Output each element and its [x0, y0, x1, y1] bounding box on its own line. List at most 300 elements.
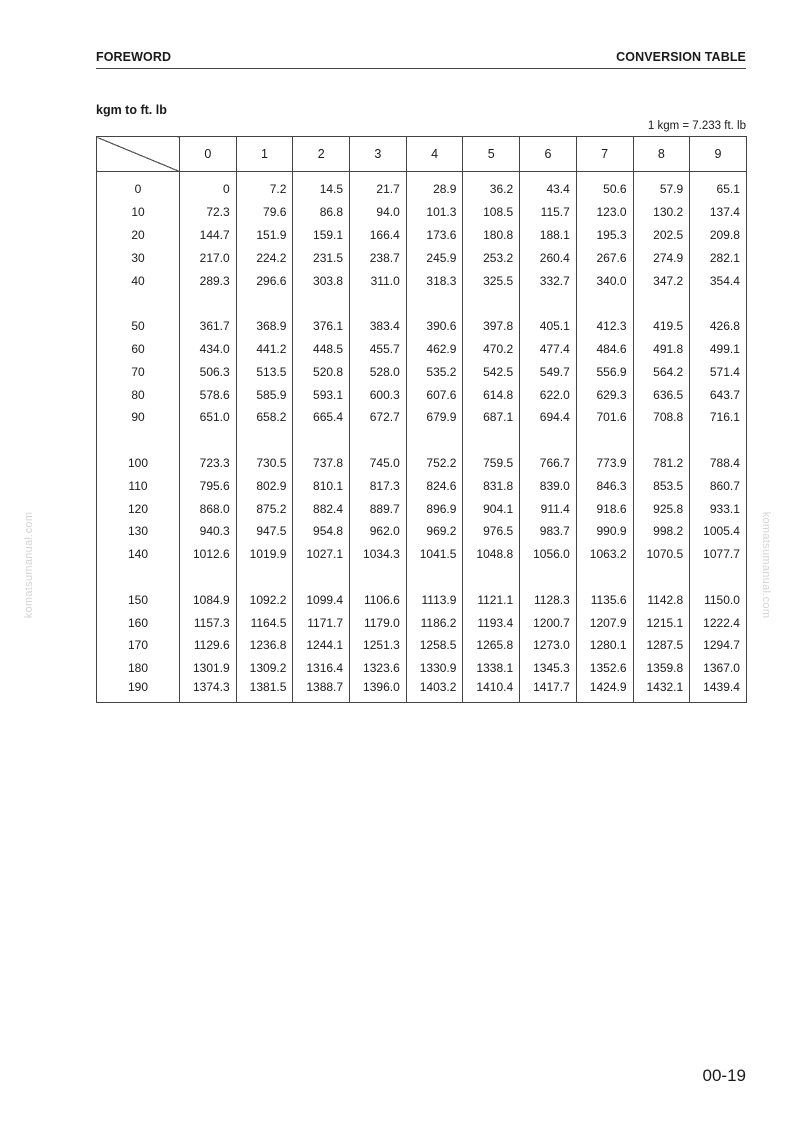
table-cell: 882.4 — [293, 497, 350, 520]
table-cell: 889.7 — [350, 497, 407, 520]
table-cell: 1301.9 — [180, 657, 237, 680]
table-cell: 1352.6 — [576, 657, 633, 680]
table-cell: 484.6 — [576, 338, 633, 361]
table-cell: 1359.8 — [633, 657, 690, 680]
table-cell: 687.1 — [463, 406, 520, 429]
table-cell: 267.6 — [576, 246, 633, 269]
table-cell: 1200.7 — [520, 611, 577, 634]
table-cell: 340.0 — [576, 269, 633, 292]
table-cell: 1396.0 — [350, 680, 407, 703]
table-cell: 43.4 — [520, 172, 577, 201]
table-cell: 716.1 — [690, 406, 747, 429]
table-cell: 745.0 — [350, 452, 407, 475]
table-row — [97, 588, 747, 611]
table-cell: 245.9 — [406, 246, 463, 269]
table-cell: 766.7 — [520, 452, 577, 475]
table-row — [97, 520, 747, 543]
table-cell: 462.9 — [406, 338, 463, 361]
table-cell: 564.2 — [633, 360, 690, 383]
table-cell: 940.3 — [180, 520, 237, 543]
table-cell: 520.8 — [293, 360, 350, 383]
table-cell: 918.6 — [576, 497, 633, 520]
conversion-factor-note: 1 kgm = 7.233 ft. lb — [647, 120, 746, 132]
table-cell: 231.5 — [293, 246, 350, 269]
spacer-cell — [463, 566, 520, 589]
table-cell: 1244.1 — [293, 634, 350, 657]
table-row — [97, 338, 747, 361]
table-cell: 65.1 — [690, 172, 747, 201]
row-header: 0 — [97, 172, 180, 201]
table-cell: 173.6 — [406, 224, 463, 247]
table-cell: 209.8 — [690, 224, 747, 247]
table-cell: 1265.8 — [463, 634, 520, 657]
table-cell: 180.8 — [463, 224, 520, 247]
spacer-cell — [463, 429, 520, 452]
table-cell: 976.5 — [463, 520, 520, 543]
spacer-cell — [633, 429, 690, 452]
table-cell: 426.8 — [690, 315, 747, 338]
group-spacer-row — [97, 566, 747, 589]
table-header — [97, 137, 747, 172]
table-cell: 94.0 — [350, 201, 407, 224]
table-cell: 1077.7 — [690, 543, 747, 566]
table-cell: 1345.3 — [520, 657, 577, 680]
table-cell: 708.8 — [633, 406, 690, 429]
table-cell: 21.7 — [350, 172, 407, 201]
table-cell: 1287.5 — [633, 634, 690, 657]
table-cell: 549.7 — [520, 360, 577, 383]
spacer-cell — [97, 429, 180, 452]
table-cell: 831.8 — [463, 474, 520, 497]
table-row — [97, 383, 747, 406]
table-cell: 397.8 — [463, 315, 520, 338]
table-cell: 1084.9 — [180, 588, 237, 611]
table-cell: 1034.3 — [350, 543, 407, 566]
table-cell: 224.2 — [236, 246, 293, 269]
spacer-cell — [350, 292, 407, 315]
table-cell: 151.9 — [236, 224, 293, 247]
table-cell: 368.9 — [236, 315, 293, 338]
spacer-cell — [406, 292, 463, 315]
table-cell: 405.1 — [520, 315, 577, 338]
table-cell: 571.4 — [690, 360, 747, 383]
table-cell: 1135.6 — [576, 588, 633, 611]
table-row — [97, 406, 747, 429]
table-cell: 810.1 — [293, 474, 350, 497]
table-row — [97, 246, 747, 269]
table-cell: 773.9 — [576, 452, 633, 475]
row-header: 100 — [97, 452, 180, 475]
table-cell: 195.3 — [576, 224, 633, 247]
group-spacer-row — [97, 292, 747, 315]
table-cell: 325.5 — [463, 269, 520, 292]
row-header: 10 — [97, 201, 180, 224]
table-cell: 622.0 — [520, 383, 577, 406]
table-cell: 28.9 — [406, 172, 463, 201]
table-cell: 1403.2 — [406, 680, 463, 703]
table-cell: 556.9 — [576, 360, 633, 383]
spacer-cell — [406, 566, 463, 589]
conversion-table — [96, 136, 747, 703]
table-cell: 802.9 — [236, 474, 293, 497]
table-cell: 217.0 — [180, 246, 237, 269]
table-cell: 202.5 — [633, 224, 690, 247]
column-header: 1 — [236, 137, 293, 172]
row-header: 20 — [97, 224, 180, 247]
page-number: 00-19 — [702, 1066, 746, 1085]
table-cell: 1186.2 — [406, 611, 463, 634]
table-cell: 491.8 — [633, 338, 690, 361]
table-cell: 737.8 — [293, 452, 350, 475]
table-cell: 824.6 — [406, 474, 463, 497]
table-cell: 600.3 — [350, 383, 407, 406]
table-row — [97, 224, 747, 247]
table-cell: 896.9 — [406, 497, 463, 520]
table-cell: 868.0 — [180, 497, 237, 520]
table-cell: 108.5 — [463, 201, 520, 224]
spacer-cell — [520, 429, 577, 452]
spacer-cell — [180, 429, 237, 452]
table-cell: 1207.9 — [576, 611, 633, 634]
table-cell: 817.3 — [350, 474, 407, 497]
table-cell: 57.9 — [633, 172, 690, 201]
table-cell: 1388.7 — [293, 680, 350, 703]
table-cell: 1439.4 — [690, 680, 747, 703]
table-cell: 542.5 — [463, 360, 520, 383]
table-cell: 130.2 — [633, 201, 690, 224]
table-cell: 1273.0 — [520, 634, 577, 657]
row-header: 90 — [97, 406, 180, 429]
table-cell: 1019.9 — [236, 543, 293, 566]
row-header: 60 — [97, 338, 180, 361]
table-cell: 1367.0 — [690, 657, 747, 680]
spacer-cell — [520, 292, 577, 315]
table-cell: 781.2 — [633, 452, 690, 475]
table-cell: 72.3 — [180, 201, 237, 224]
table-cell: 723.3 — [180, 452, 237, 475]
table-corner-cell — [97, 137, 180, 172]
spacer-cell — [350, 429, 407, 452]
table-cell: 441.2 — [236, 338, 293, 361]
table-cell: 86.8 — [293, 201, 350, 224]
table-cell: 607.6 — [406, 383, 463, 406]
column-header: 3 — [350, 137, 407, 172]
table-cell: 14.5 — [293, 172, 350, 201]
table-row — [97, 315, 747, 338]
row-header: 140 — [97, 543, 180, 566]
table-row — [97, 452, 747, 475]
table-row — [97, 543, 747, 566]
column-header: 6 — [520, 137, 577, 172]
table-cell: 679.9 — [406, 406, 463, 429]
table-cell: 535.2 — [406, 360, 463, 383]
table-cell: 412.3 — [576, 315, 633, 338]
spacer-cell — [350, 566, 407, 589]
header-divider — [96, 68, 746, 69]
spacer-cell — [293, 566, 350, 589]
spacer-cell — [97, 566, 180, 589]
spacer-cell — [576, 566, 633, 589]
table-cell: 1410.4 — [463, 680, 520, 703]
table-cell: 1056.0 — [520, 543, 577, 566]
spacer-cell — [463, 292, 520, 315]
table-row — [97, 474, 747, 497]
table-cell: 253.2 — [463, 246, 520, 269]
spacer-cell — [690, 292, 747, 315]
table-cell: 1099.4 — [293, 588, 350, 611]
table-cell: 998.2 — [633, 520, 690, 543]
row-header: 50 — [97, 315, 180, 338]
table-cell: 1106.6 — [350, 588, 407, 611]
spacer-cell — [576, 429, 633, 452]
table-cell: 1142.8 — [633, 588, 690, 611]
table-cell: 188.1 — [520, 224, 577, 247]
table-cell: 1092.2 — [236, 588, 293, 611]
table-cell: 990.9 — [576, 520, 633, 543]
column-header: 8 — [633, 137, 690, 172]
group-spacer-row — [97, 429, 747, 452]
table-cell: 159.1 — [293, 224, 350, 247]
table-cell: 1005.4 — [690, 520, 747, 543]
spacer-cell — [293, 429, 350, 452]
table-cell: 477.4 — [520, 338, 577, 361]
table-cell: 1294.7 — [690, 634, 747, 657]
table-cell: 1179.0 — [350, 611, 407, 634]
table-cell: 513.5 — [236, 360, 293, 383]
table-cell: 470.2 — [463, 338, 520, 361]
table-cell: 1222.4 — [690, 611, 747, 634]
spacer-cell — [576, 292, 633, 315]
row-header: 70 — [97, 360, 180, 383]
spacer-cell — [236, 429, 293, 452]
row-header: 110 — [97, 474, 180, 497]
table-cell: 1432.1 — [633, 680, 690, 703]
table-cell: 1236.8 — [236, 634, 293, 657]
table-cell: 969.2 — [406, 520, 463, 543]
table-cell: 383.4 — [350, 315, 407, 338]
spacer-cell — [690, 566, 747, 589]
table-row — [97, 201, 747, 224]
table-cell: 1048.8 — [463, 543, 520, 566]
table-cell: 853.5 — [633, 474, 690, 497]
table-cell: 904.1 — [463, 497, 520, 520]
table-cell: 455.7 — [350, 338, 407, 361]
table-cell: 1129.6 — [180, 634, 237, 657]
header-chapter-title: CONVERSION TABLE — [616, 50, 746, 64]
column-header: 0 — [180, 137, 237, 172]
table-cell: 578.6 — [180, 383, 237, 406]
table-cell: 123.0 — [576, 201, 633, 224]
table-cell: 875.2 — [236, 497, 293, 520]
watermark-left: komatsumanual.com — [23, 511, 35, 619]
table-body — [97, 172, 747, 703]
table-cell: 311.0 — [350, 269, 407, 292]
table-row — [97, 172, 747, 201]
table-cell: 651.0 — [180, 406, 237, 429]
row-header: 150 — [97, 588, 180, 611]
row-header: 180 — [97, 657, 180, 680]
column-header: 5 — [463, 137, 520, 172]
table-cell: 282.1 — [690, 246, 747, 269]
table-cell: 318.3 — [406, 269, 463, 292]
table-cell: 274.9 — [633, 246, 690, 269]
table-cell: 296.6 — [236, 269, 293, 292]
table-cell: 1164.5 — [236, 611, 293, 634]
spacer-cell — [633, 292, 690, 315]
row-header: 170 — [97, 634, 180, 657]
table-cell: 1381.5 — [236, 680, 293, 703]
table-cell: 947.5 — [236, 520, 293, 543]
row-header: 80 — [97, 383, 180, 406]
table-cell: 911.4 — [520, 497, 577, 520]
table-cell: 354.4 — [690, 269, 747, 292]
table-cell: 238.7 — [350, 246, 407, 269]
table-cell: 1113.9 — [406, 588, 463, 611]
table-cell: 1041.5 — [406, 543, 463, 566]
table-cell: 730.5 — [236, 452, 293, 475]
table-cell: 643.7 — [690, 383, 747, 406]
table-cell: 376.1 — [293, 315, 350, 338]
table-cell: 289.3 — [180, 269, 237, 292]
table-cell: 1323.6 — [350, 657, 407, 680]
table-cell: 636.5 — [633, 383, 690, 406]
row-header: 40 — [97, 269, 180, 292]
table-cell: 839.0 — [520, 474, 577, 497]
table-cell: 860.7 — [690, 474, 747, 497]
table-cell: 983.7 — [520, 520, 577, 543]
table-cell: 50.6 — [576, 172, 633, 201]
table-cell: 1012.6 — [180, 543, 237, 566]
table-cell: 1121.1 — [463, 588, 520, 611]
table-cell: 1251.3 — [350, 634, 407, 657]
table-cell: 390.6 — [406, 315, 463, 338]
table-cell: 1070.5 — [633, 543, 690, 566]
page-header — [96, 50, 746, 64]
table-cell: 332.7 — [520, 269, 577, 292]
table-cell: 0 — [180, 172, 237, 201]
table-cell: 1424.9 — [576, 680, 633, 703]
column-header: 7 — [576, 137, 633, 172]
table-cell: 1193.4 — [463, 611, 520, 634]
table-cell: 434.0 — [180, 338, 237, 361]
table-cell: 1128.3 — [520, 588, 577, 611]
table-cell: 7.2 — [236, 172, 293, 201]
table-cell: 1215.1 — [633, 611, 690, 634]
table-cell: 1027.1 — [293, 543, 350, 566]
table-cell: 672.7 — [350, 406, 407, 429]
table-row — [97, 497, 747, 520]
table-cell: 1374.3 — [180, 680, 237, 703]
table-row — [97, 634, 747, 657]
table-row — [97, 611, 747, 634]
table-cell: 1171.7 — [293, 611, 350, 634]
table-cell: 1258.5 — [406, 634, 463, 657]
table-cell: 593.1 — [293, 383, 350, 406]
watermark-right: komatsumanual.com — [760, 511, 772, 619]
table-cell: 419.5 — [633, 315, 690, 338]
table-cell: 448.5 — [293, 338, 350, 361]
table-row — [97, 269, 747, 292]
spacer-cell — [180, 566, 237, 589]
table-cell: 1063.2 — [576, 543, 633, 566]
column-header: 4 — [406, 137, 463, 172]
table-cell: 1309.2 — [236, 657, 293, 680]
table-cell: 614.8 — [463, 383, 520, 406]
table-cell: 1330.9 — [406, 657, 463, 680]
table-cell: 115.7 — [520, 201, 577, 224]
table-cell: 36.2 — [463, 172, 520, 201]
row-header: 120 — [97, 497, 180, 520]
table-cell: 665.4 — [293, 406, 350, 429]
table-cell: 962.0 — [350, 520, 407, 543]
table-row — [97, 360, 747, 383]
table-cell: 1338.1 — [463, 657, 520, 680]
row-header: 190 — [97, 680, 180, 703]
table-cell: 303.8 — [293, 269, 350, 292]
row-header: 30 — [97, 246, 180, 269]
spacer-cell — [236, 566, 293, 589]
table-cell: 701.6 — [576, 406, 633, 429]
table-cell: 658.2 — [236, 406, 293, 429]
spacer-cell — [406, 429, 463, 452]
table-cell: 79.6 — [236, 201, 293, 224]
table-cell: 846.3 — [576, 474, 633, 497]
table-cell: 101.3 — [406, 201, 463, 224]
table-cell: 166.4 — [350, 224, 407, 247]
spacer-cell — [690, 429, 747, 452]
table-cell: 260.4 — [520, 246, 577, 269]
table-cell: 528.0 — [350, 360, 407, 383]
spacer-cell — [236, 292, 293, 315]
spacer-cell — [180, 292, 237, 315]
table-header-row — [97, 137, 747, 172]
row-header: 130 — [97, 520, 180, 543]
table-cell: 795.6 — [180, 474, 237, 497]
table-title: kgm to ft. lb — [96, 103, 167, 117]
table-cell: 1150.0 — [690, 588, 747, 611]
table-cell: 694.4 — [520, 406, 577, 429]
column-header: 2 — [293, 137, 350, 172]
table-cell: 629.3 — [576, 383, 633, 406]
table-cell: 925.8 — [633, 497, 690, 520]
table-cell: 752.2 — [406, 452, 463, 475]
table-cell: 585.9 — [236, 383, 293, 406]
table-cell: 1280.1 — [576, 634, 633, 657]
table-cell: 361.7 — [180, 315, 237, 338]
table-cell: 499.1 — [690, 338, 747, 361]
table-row — [97, 680, 747, 703]
table-cell: 933.1 — [690, 497, 747, 520]
table-cell: 347.2 — [633, 269, 690, 292]
table-cell: 759.5 — [463, 452, 520, 475]
table-cell: 788.4 — [690, 452, 747, 475]
table-cell: 137.4 — [690, 201, 747, 224]
spacer-cell — [97, 292, 180, 315]
table-cell: 144.7 — [180, 224, 237, 247]
table-cell: 1157.3 — [180, 611, 237, 634]
table-row — [97, 657, 747, 680]
row-header: 160 — [97, 611, 180, 634]
spacer-cell — [293, 292, 350, 315]
table-cell: 954.8 — [293, 520, 350, 543]
spacer-cell — [520, 566, 577, 589]
table-cell: 1417.7 — [520, 680, 577, 703]
column-header: 9 — [690, 137, 747, 172]
header-section-title: FOREWORD — [96, 50, 172, 64]
table-cell: 506.3 — [180, 360, 237, 383]
spacer-cell — [633, 566, 690, 589]
table-cell: 1316.4 — [293, 657, 350, 680]
